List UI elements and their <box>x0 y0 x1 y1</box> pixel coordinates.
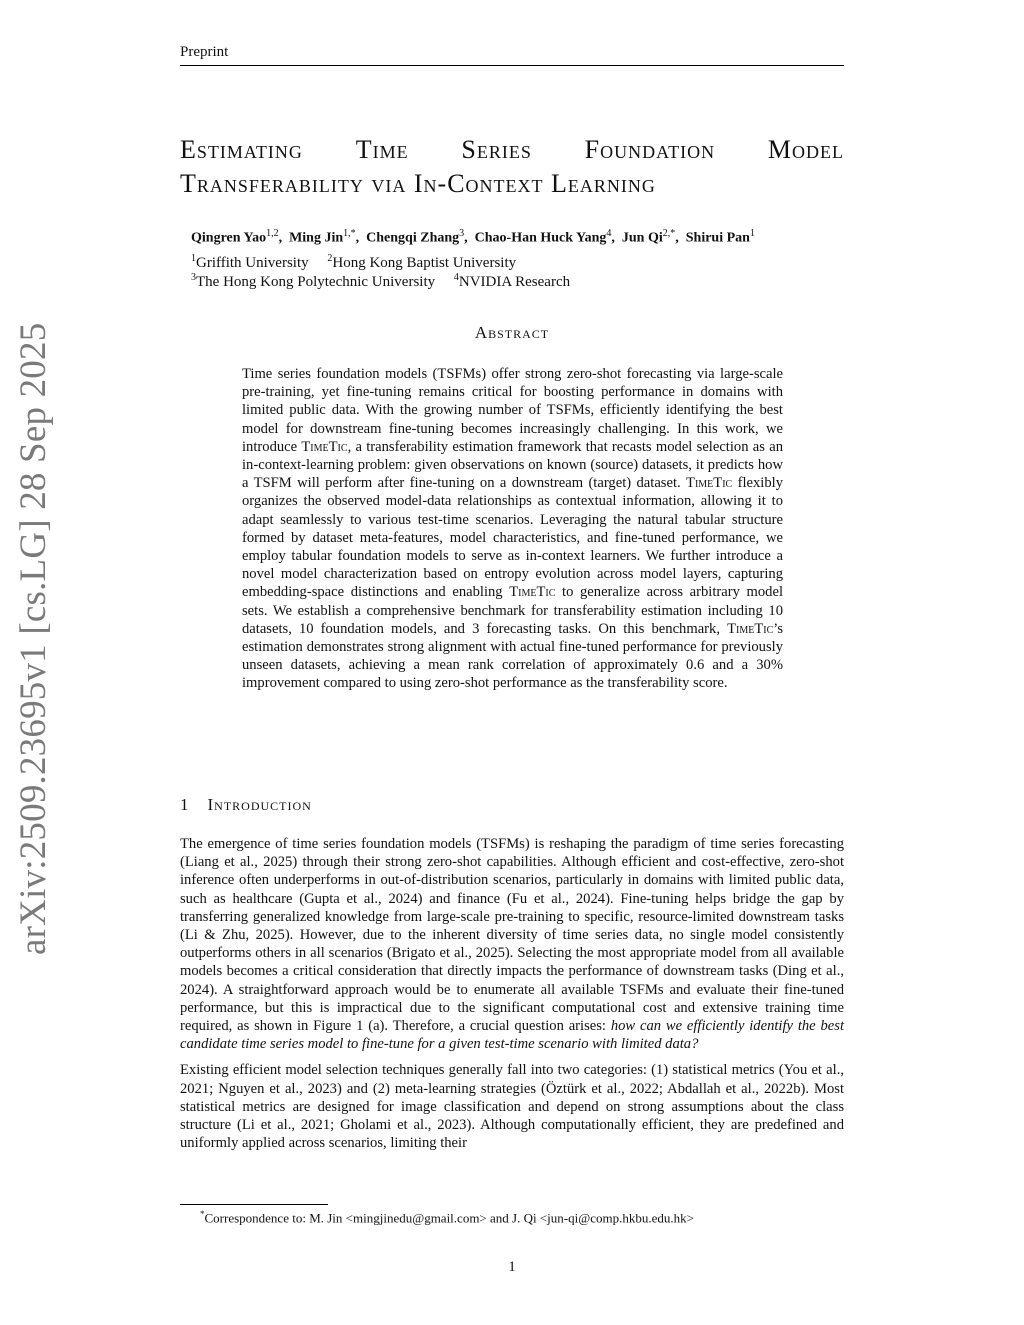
affiliations-line-1 <box>191 253 831 272</box>
method-name: TimeTic <box>301 438 348 455</box>
title-line-1 <box>180 133 844 167</box>
running-header: Preprint <box>180 44 844 66</box>
affiliation-name: NVIDIA Research <box>458 274 571 290</box>
title-word: Foundation <box>584 135 716 164</box>
title-word: Model <box>767 135 844 164</box>
footnote-text: Correspondence to: M. Jin <mingjinedu@gmail.com> and J. Qi <jun-qi@comp.hkbu.edu.hk> <box>204 1210 694 1226</box>
research-question: how can we efficiently identify the best candidate time series model to fine-tune for a given test-time scenario with limited data? <box>180 1018 844 1053</box>
section-heading <box>180 795 312 815</box>
footnote-mark: * <box>200 1209 205 1219</box>
author-name: Qingren Yao <box>191 230 267 246</box>
author-name: Shirui Pan <box>685 230 750 246</box>
affiliation-name: Hong Kong Baptist University <box>332 255 517 271</box>
abstract-text: Time series foundation models (TSFMs) offer strong zero-shot forecasting via large-scale pre-training, yet fine-tuning remains critical for boosting performance in domains with limited public data. With the growing number of TSFMs, efficiently identifying the best model for downstream fine-tuning becomes increasingly challenging. In this work, we introduce <box>242 366 783 455</box>
affiliation-mark: 1 <box>191 253 196 264</box>
author-affiliation-mark: 2,* <box>662 228 676 239</box>
author-name: Chao-Han Huck Yang <box>474 230 607 246</box>
author-affiliation-mark: 3 <box>459 228 465 239</box>
affiliation-mark: 2 <box>327 253 333 264</box>
author-affiliation-mark: 4 <box>606 228 612 239</box>
paragraph <box>180 835 844 1053</box>
footnote-rule <box>180 1204 328 1205</box>
arxiv-identifier: arXiv:2509.23695v1 [cs.LG] 28 Sep 2025 <box>13 322 54 955</box>
method-name: TimeTic <box>686 475 733 492</box>
author-name: Chengqi Zhang <box>366 230 460 246</box>
abstract-heading: Abstract <box>474 323 550 342</box>
section-title: Introduction <box>207 795 312 814</box>
abstract-text: , a transferability estimation framework that recasts model selection as an in-context-learning problem: given observations on known (source) datasets, it predicts how a TSFM will perform after fine-tuning on a downstream (target) dataset. <box>242 438 783 492</box>
section-number: 1 <box>180 795 190 814</box>
affiliation-mark: 4 <box>453 272 459 283</box>
paragraph-text: The emergence of time series foundation models (TSFMs) is reshaping the paradigm of time series forecasting (Liang et al., 2025) through their strong zero-shot capabilities. Although efficient and cost-effective, zero-shot inference often underperforms in out-of-distribution scenarios, particularly in domains with limited public data, such as healthcare (Gupta et al., 2024) and finance (Fu et al., 2024). Fine-tuning helps bridge the gap by transferring generalized knowledge from large-scale pre-training to specific, resource-limited downstream tasks (Li & Zhu, 2025). However, due to the inherent diversity of time series data, no single model consistently outperforms others in all scenarios (Brigato et al., 2025). Selecting the most appropriate model from all available models becomes a critical consideration that directly impacts the performance of downstream tasks (Ding et al., 2024). A straightforward approach would be to enumerate all available TSFMs and evaluate their fine-tuned performance, but this is impractical due to the significant computational cost and extensive training time required, as shown in Figure 1 (a). Therefore, a crucial question arises: <box>180 836 844 1035</box>
introduction-body <box>180 835 844 1160</box>
title-line-2: Transferability via In-Context Learning <box>180 169 656 198</box>
author-affiliation-mark: 1,* <box>343 228 356 239</box>
footnote <box>200 1209 694 1226</box>
method-name: TimeTic <box>509 584 556 601</box>
affiliation-name: The Hong Kong Polytechnic University <box>196 274 436 290</box>
title-word: Series <box>461 135 532 164</box>
abstract-body <box>242 365 783 693</box>
author-list: Qingren Yao$^{1,2}$, Ming Jin$^{1,*}$, Chengqi Zhang$^3$, Chao-Han Huck Yang$^4$, Jun $Qi^{2,*}$, Shirui Pan$^1$ <box>191 228 755 246</box>
paper-title <box>180 133 844 201</box>
affiliations-line-2 <box>191 272 831 291</box>
affiliation-name: Griffith University <box>196 255 309 271</box>
affiliation-mark: 3 <box>191 272 196 283</box>
page-number: 1 <box>508 1259 516 1275</box>
abstract-text: ’s estimation demonstrates strong alignment with actual fine-tuned performance for previously unseen datasets, achieving a mean rank correlation of approximately 0.6 and a 30% improvement compared to using zero-shot performance as the transferability score. <box>242 620 783 692</box>
abstract-text: to generalize across arbitrary model sets. We establish a comprehensive benchmark for transferability estimation including 10 datasets, 10 foundation models, and 3 forecasting tasks. On this benchmark, <box>242 584 784 637</box>
method-name: TimeTic <box>727 620 774 637</box>
author-name: Jun Qi <box>621 230 663 246</box>
title-word: Estimating <box>180 135 303 164</box>
paragraph: Existing efficient model selection techniques generally fall into two categories: (1) statistical metrics (You et al., 2021; Nguyen et al., 2023) and (2) meta-learning strategies (Öztürk et al., 2022; Abdallah et al., 2022b). Most statistical metrics are designed for image classification and depend on strong assumptions about the class structure (Li et al., 2021; Gholami et al., 2023). Although computationally efficient, they are predefined and uniformly applied across scenarios, limiting their <box>180 1062 844 1152</box>
abstract-text: flexibly organizes the observed model-data relationships as contextual information, allowing it to adapt seamlessly to various test-time scenarios. Leveraging the natural tabular structure formed by dataset meta-features, model characteristics, and fine-tuned performance, we employ tabular foundation models to serve as in-context learners. We further introduce a novel model characterization based on entropy evolution across model layers, capturing embedding-space distinctions and enabling <box>242 475 783 601</box>
author-affiliation-mark: 1 <box>749 228 755 239</box>
author-name: Ming Jin <box>289 230 344 246</box>
title-word: Time <box>355 135 409 164</box>
author-affiliation-mark: 1,2 <box>266 228 279 239</box>
